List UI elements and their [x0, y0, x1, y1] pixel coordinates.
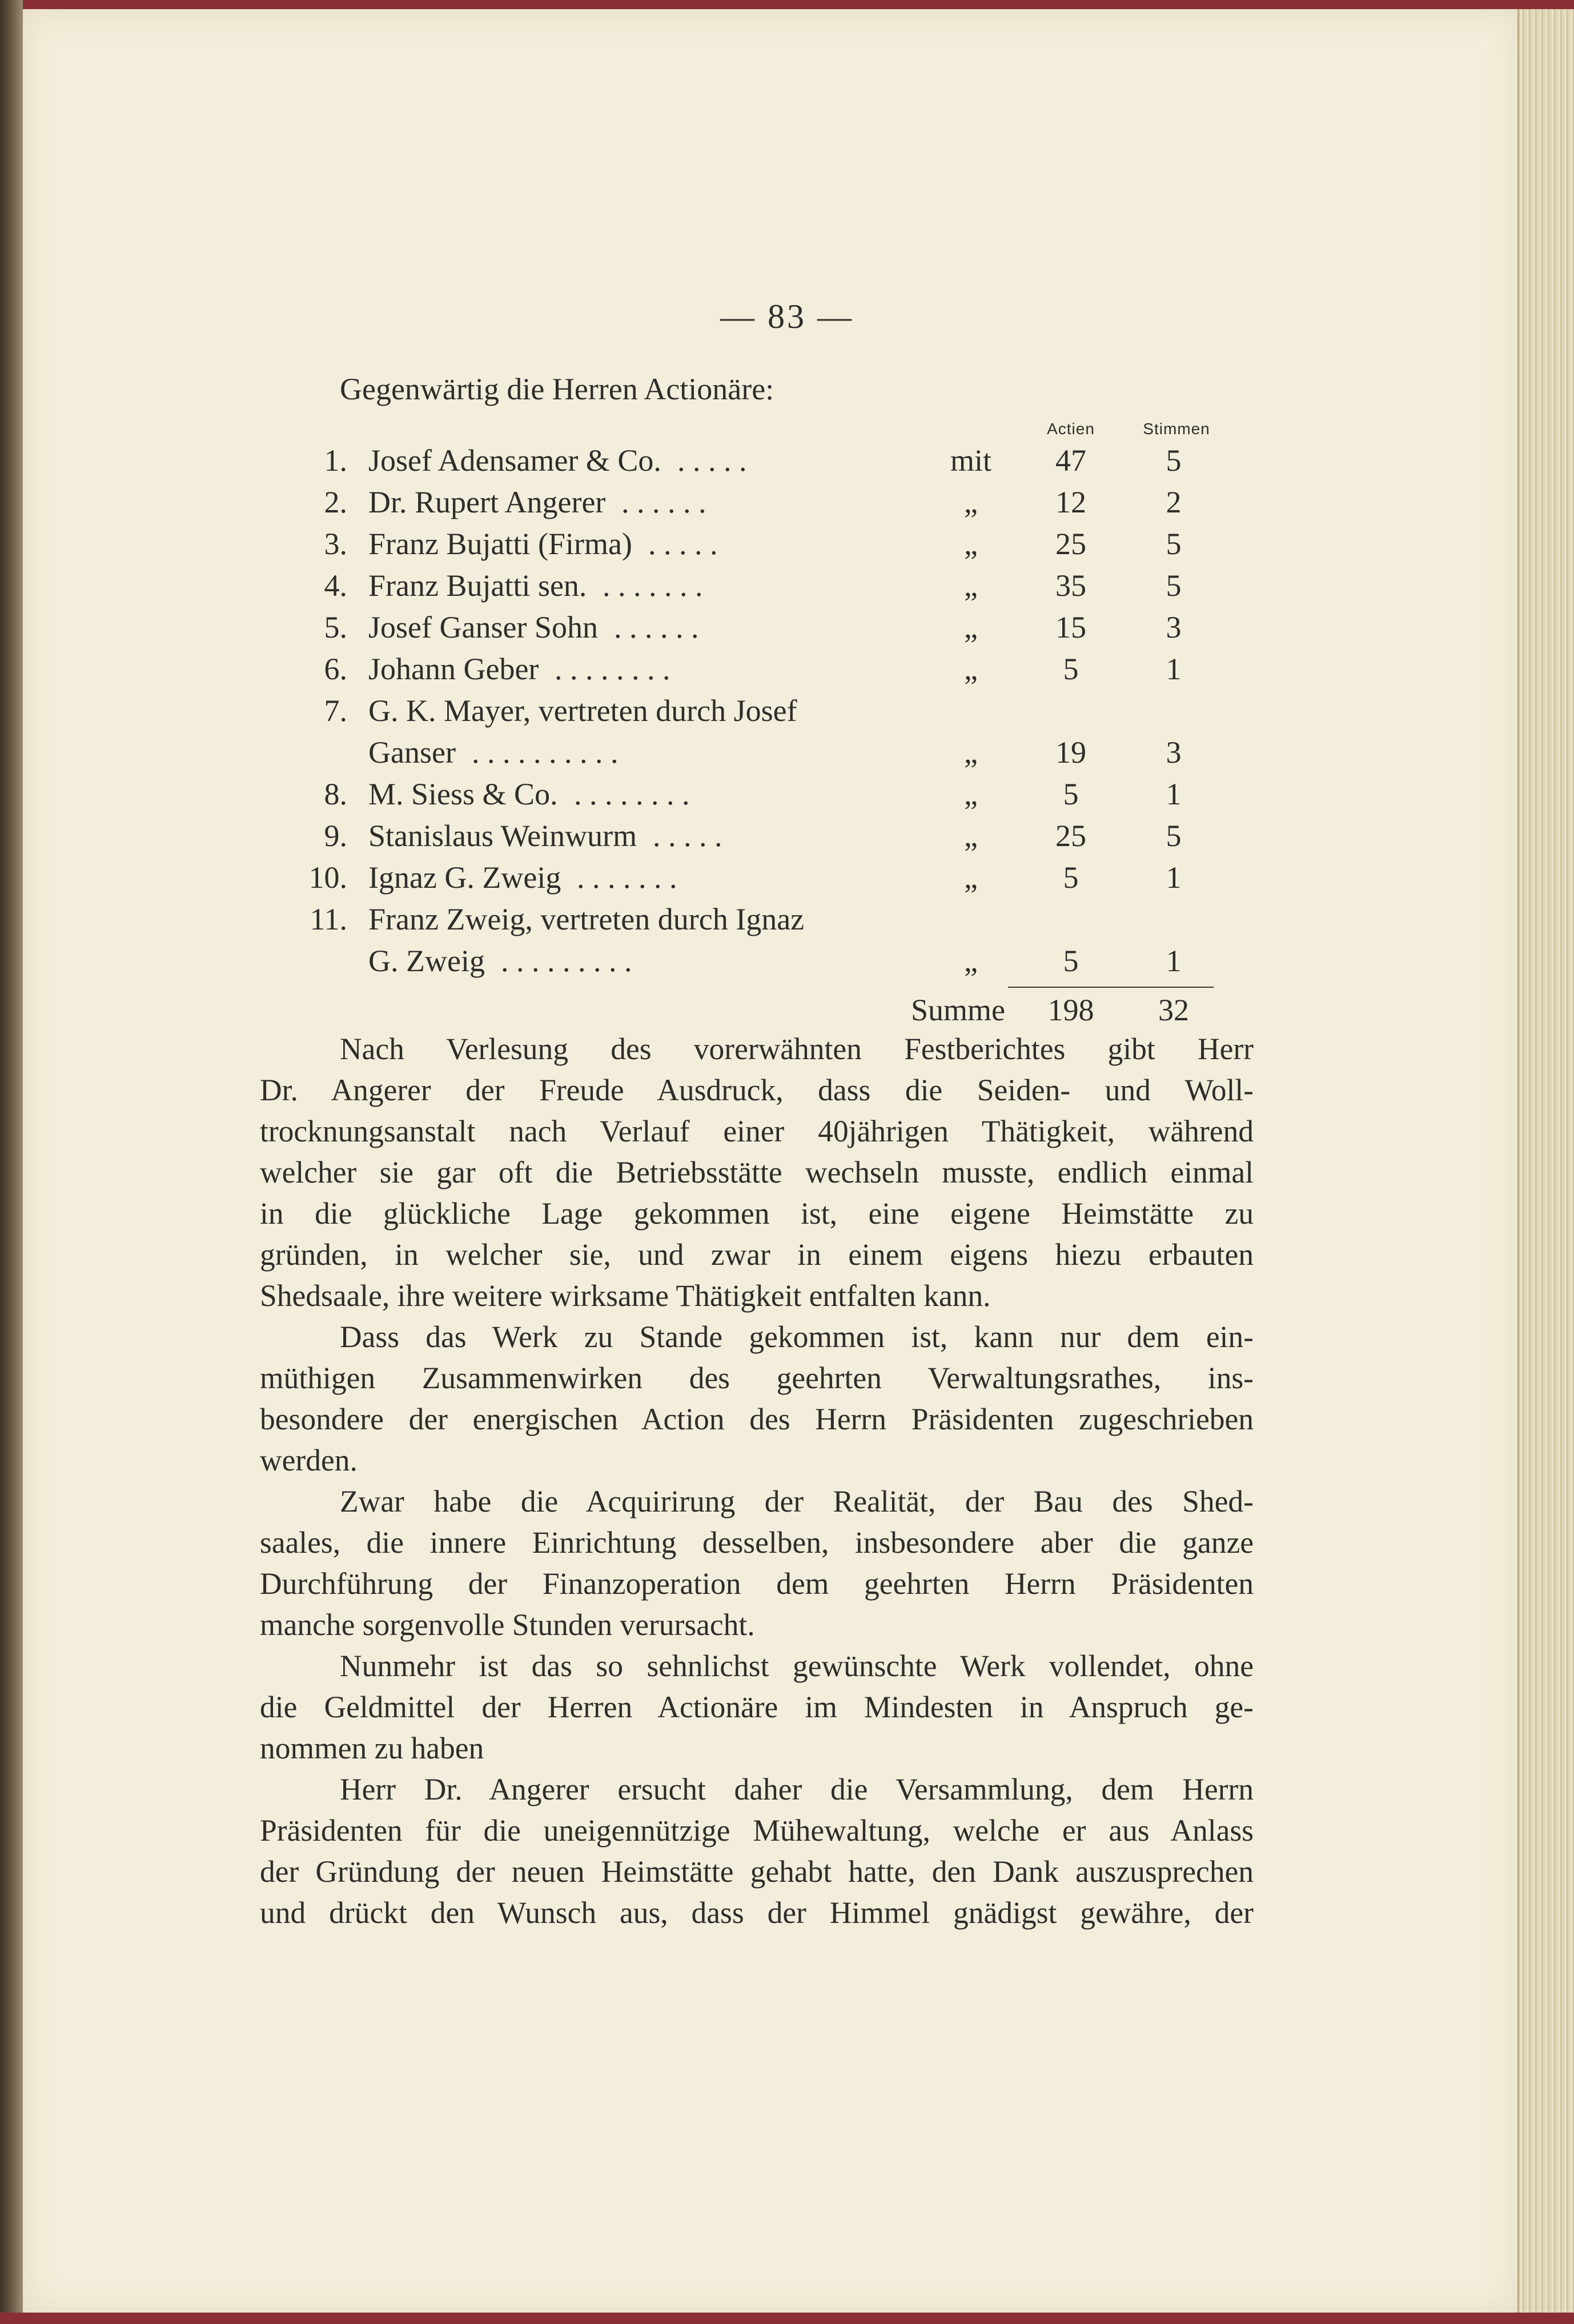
shareholders-intro: Gegenwärtig die Herren Actionäre: [340, 372, 774, 406]
shareholder-name: Josef Adensamer & Co. [368, 443, 661, 478]
ditto-mark: „ [964, 485, 978, 519]
ditto-mark: „ [964, 527, 978, 561]
shareholder-name: Johann Geber [368, 652, 539, 686]
actien-value: 5 [1063, 777, 1079, 811]
actien-value: 35 [1055, 568, 1086, 603]
table-row [0, 690, 1574, 731]
sum-actien: 198 [1047, 993, 1094, 1027]
text-line: in die glückliche Lage gekommen ist, eine eigene Heimstätte zu [260, 1196, 1254, 1231]
page-stack-edge [1517, 9, 1574, 2313]
ditto-mark: „ [964, 610, 978, 644]
leader-dots: . . . . . . . . . . [472, 735, 619, 770]
table-row [0, 774, 1574, 815]
leader-dots: . . . . . . . . [574, 777, 690, 811]
paragraph [260, 1645, 1254, 1769]
actien-value: 25 [1055, 527, 1086, 561]
shareholder-name: G. Zweig [368, 944, 485, 978]
actien-value: 15 [1055, 610, 1086, 644]
text-line: Shedsaale, ihre weitere wirksame Thätigkeit entfalten kann. [260, 1279, 991, 1313]
actien-value: 5 [1063, 860, 1079, 895]
sum-rule-actien [1008, 987, 1134, 988]
leader-dots: . . . . . [648, 527, 718, 561]
text-line: müthigen Zusammenwirken des geehrten Verwaltungsrathes, ins- [260, 1361, 1254, 1395]
stimmen-value: 5 [1166, 568, 1182, 603]
paragraph [260, 1481, 1254, 1645]
table-row [0, 440, 1574, 481]
actien-value: 47 [1055, 443, 1086, 478]
stimmen-value: 3 [1166, 735, 1182, 770]
actien-value: 5 [1063, 944, 1079, 978]
text-line: werden. [260, 1443, 358, 1477]
shareholder-name: Ignaz G. Zweig [368, 860, 561, 895]
paragraph [260, 1028, 1254, 1316]
table-row [0, 565, 1574, 606]
text-line: die Geldmittel der Herren Actionäre im Mindesten in Anspruch ge- [260, 1690, 1254, 1724]
leader-dots: . . . . . . [614, 610, 699, 644]
row-number: 5. [324, 610, 347, 644]
text-line: nommen zu haben [260, 1731, 484, 1765]
table-row [0, 607, 1574, 648]
leader-dots: . . . . . [677, 443, 747, 478]
shareholder-name: Franz Zweig, vertreten durch Ignaz [368, 902, 805, 936]
text-line: Dass das Werk zu Stande gekommen ist, kann nur dem ein- [340, 1320, 1254, 1354]
column-header-stimmen: Stimmen [1143, 420, 1210, 438]
table-row [0, 732, 1574, 773]
row-number: 4. [324, 568, 347, 603]
text-line: gründen, in welcher sie, und zwar in einem eigens hiezu erbauten [260, 1237, 1254, 1272]
text-line: Herr Dr. Angerer ersucht daher die Versammlung, dem Herrn [340, 1772, 1254, 1806]
table-row [0, 815, 1574, 856]
shareholder-name: Franz Bujatti (Firma) [368, 527, 632, 561]
text-line: der Gründung der neuen Heimstätte gehabt hatte, den Dank auszusprechen [260, 1854, 1254, 1889]
leader-dots: . . . . . . . [603, 568, 703, 603]
table-row [0, 482, 1574, 523]
actien-value: 25 [1055, 819, 1086, 853]
stimmen-value: 1 [1166, 860, 1182, 895]
sum-stimmen: 32 [1158, 993, 1189, 1027]
row-number: 8. [324, 777, 347, 811]
text-line: und drückt den Wunsch aus, dass der Himmel gnädigst gewähre, der [260, 1896, 1254, 1930]
text-line: trocknungsanstalt nach Verlauf einer 40jährigen Thätigkeit, während [260, 1114, 1254, 1148]
row-number: 11. [310, 902, 347, 936]
table-row [0, 940, 1574, 981]
leader-dots: . . . . . . . . [555, 652, 670, 686]
table-row [0, 899, 1574, 940]
actien-value: 19 [1055, 735, 1086, 770]
leader-dots: . . . . . . [621, 485, 706, 519]
sum-rule-stimmen [1128, 987, 1214, 988]
shareholder-name: Dr. Rupert Angerer [368, 485, 606, 519]
shareholder-name: Ganser [368, 735, 456, 770]
table-row [0, 648, 1574, 690]
shareholder-name: M. Siess & Co. [368, 777, 558, 811]
text-line: Durchführung der Finanzoperation dem geehrten Herrn Präsidenten [260, 1566, 1254, 1601]
column-header-actien: Actien [1047, 420, 1095, 438]
ditto-mark: „ [964, 735, 978, 770]
row-number: 9. [324, 819, 347, 853]
text-line: manche sorgenvolle Stunden verursacht. [260, 1608, 755, 1642]
text-line: Nunmehr ist das so sehnlichst gewünschte Werk vollendet, ohne [340, 1649, 1254, 1683]
ditto-mark: „ [964, 819, 978, 853]
ditto-mark: mit [950, 443, 991, 478]
shareholder-name: G. K. Mayer, vertreten durch Josef [368, 694, 797, 728]
row-number: 1. [324, 443, 347, 478]
ditto-mark: „ [964, 944, 978, 978]
stimmen-value: 1 [1166, 652, 1182, 686]
stimmen-value: 1 [1166, 777, 1182, 811]
row-number: 7. [324, 694, 347, 728]
book-binding-top [0, 0, 1574, 9]
stimmen-value: 3 [1166, 610, 1182, 644]
text-line: besondere der energischen Action des Herrn Präsidenten zugeschrieben [260, 1402, 1254, 1436]
text-line: Nach Verlesung des vorerwähnten Festberichtes gibt Herr [340, 1032, 1254, 1066]
table-row [0, 523, 1574, 564]
sum-row [0, 989, 1574, 1031]
shareholder-name: Franz Bujatti sen. [368, 568, 587, 603]
text-line: Zwar habe die Acquirirung der Realität, der Bau des Shed- [340, 1484, 1254, 1518]
text-line: saales, die innere Einrichtung desselben, insbesondere aber die ganze [260, 1525, 1254, 1560]
text-line: welcher sie gar oft die Betriebsstätte wechseln musste, endlich einmal [260, 1155, 1254, 1189]
actien-value: 5 [1063, 652, 1079, 686]
ditto-mark: „ [964, 860, 978, 895]
row-number: 2. [324, 485, 347, 519]
ditto-mark: „ [964, 652, 978, 686]
book-binding-spine [0, 0, 23, 2324]
leader-dots: . . . . . [653, 819, 722, 853]
paragraph [260, 1316, 1254, 1481]
book-binding-bottom [0, 2313, 1574, 2324]
actien-value: 12 [1055, 485, 1086, 519]
leader-dots: . . . . . . . . . [501, 944, 632, 978]
stimmen-value: 5 [1166, 819, 1182, 853]
row-number: 10. [308, 860, 347, 895]
stimmen-value: 2 [1166, 485, 1182, 519]
table-row [0, 857, 1574, 898]
shareholder-name: Stanislaus Weinwurm [368, 819, 637, 853]
stimmen-value: 5 [1166, 527, 1182, 561]
paragraph [260, 1769, 1254, 1933]
row-number: 3. [324, 527, 347, 561]
stimmen-value: 1 [1166, 944, 1182, 978]
shareholder-name: Josef Ganser Sohn [368, 610, 598, 644]
sum-label: Summe [910, 993, 1005, 1027]
text-line: Präsidenten für die uneigennützige Mühewaltung, welche er aus Anlass [260, 1813, 1254, 1848]
stimmen-value: 5 [1166, 443, 1182, 478]
row-number: 6. [324, 652, 347, 686]
ditto-mark: „ [964, 777, 978, 811]
leader-dots: . . . . . . . [577, 860, 677, 895]
ditto-mark: „ [964, 568, 978, 603]
page-number: — 83 — [720, 298, 854, 335]
text-line: Dr. Angerer der Freude Ausdruck, dass die Seiden- und Woll- [260, 1073, 1254, 1107]
